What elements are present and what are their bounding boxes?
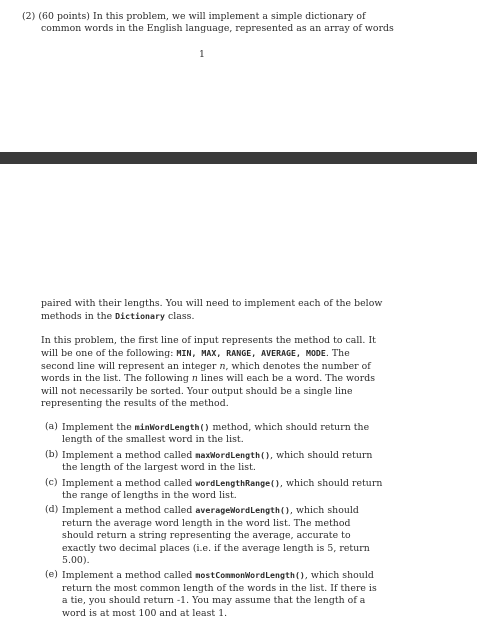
continuation-text-1: paired with their lengths. You will need to implement each of the below methods in the bbox=[41, 298, 383, 323]
input-text-4: lines will each be a word. The words will not necessarily be sorted. Your output should be a single line representing the results of the method. bbox=[41, 373, 376, 410]
item-text-pre: Implement the bbox=[62, 422, 135, 433]
input-text-1: In this problem, the first line of input represents the method to call. It will be one of the following: bbox=[41, 335, 376, 360]
list-item bbox=[41, 477, 383, 503]
item-text-post: , which should return the average word length in the word list. The method should return a string representing the average, accurate to exactly two decimal places (i.e. if the average length is 5, return 5.00). bbox=[62, 505, 370, 567]
list-item bbox=[41, 504, 383, 567]
variable-n: n bbox=[219, 360, 226, 372]
item-text-post: method, which should return the length of the smallest word in the list. bbox=[62, 422, 370, 446]
problem-intro bbox=[22, 11, 394, 36]
item-text-pre: Implement a method called bbox=[62, 570, 196, 582]
method-names-code: MIN, MAX, RANGE, AVERAGE, MODE bbox=[176, 348, 326, 359]
continuation-text-2: class. bbox=[164, 311, 195, 323]
item-marker: (e) bbox=[45, 569, 58, 581]
list-item bbox=[41, 449, 383, 475]
item-text-pre: Implement a method called bbox=[62, 477, 196, 489]
item-code: wordLengthRange() bbox=[195, 477, 281, 488]
item-text-pre: Implement a method called bbox=[62, 505, 196, 517]
page-divider bbox=[0, 152, 477, 164]
variable-n-2: n bbox=[191, 373, 198, 385]
item-code: minWordLength() bbox=[134, 422, 210, 432]
item-text-post: , which should return the range of lengths in the word list. bbox=[62, 477, 383, 502]
input-description-paragraph bbox=[41, 335, 383, 410]
item-code: mostCommonWordLength() bbox=[195, 570, 305, 581]
list-item bbox=[41, 569, 383, 620]
item-text-pre: Implement a method called bbox=[62, 449, 196, 461]
page-top bbox=[0, 0, 477, 152]
input-text-3: , which denotes the number of words in the list. The following bbox=[41, 360, 371, 385]
item-code: averageWordLength() bbox=[195, 505, 290, 516]
problem-points: (60 points) bbox=[38, 11, 90, 22]
item-text-post: , which should return the most common length of the words in the list. If there is a tie, you should return -1. You may assume that the length of a word is at most 100 and at least 1. bbox=[62, 570, 377, 619]
item-text-post: , which should return the length of the largest word in the list. bbox=[62, 449, 373, 474]
item-marker: (b) bbox=[45, 448, 59, 460]
input-text-2: . The second line will represent an integer bbox=[41, 348, 350, 372]
problem-line-2: common words in the English language, represented as an array of words bbox=[41, 23, 394, 35]
problem-number: (2) bbox=[22, 11, 36, 22]
continuation-paragraph bbox=[41, 298, 383, 324]
list-item bbox=[41, 421, 383, 447]
item-code: maxWordLength() bbox=[195, 449, 271, 460]
item-marker: (d) bbox=[45, 504, 59, 516]
item-marker: (a) bbox=[45, 421, 58, 432]
problem-line-1: In this problem, we will implement a simple dictionary of bbox=[92, 11, 366, 22]
page-number: 1 bbox=[199, 49, 205, 60]
problem-intro-line-1 bbox=[22, 11, 394, 23]
class-name-code: Dictionary bbox=[115, 311, 165, 322]
item-marker: (c) bbox=[45, 476, 58, 488]
method-list bbox=[41, 421, 383, 622]
